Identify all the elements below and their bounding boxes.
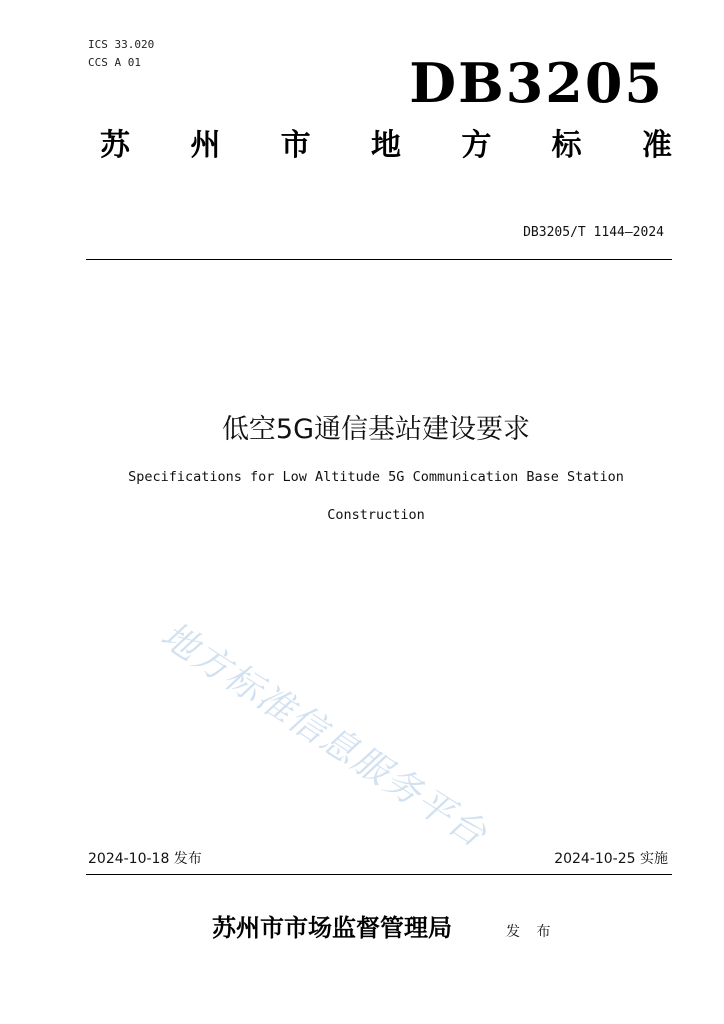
watermark: 地方标准信息服务平台 xyxy=(153,614,495,857)
top-divider xyxy=(86,259,672,260)
issue-date: 2024-10-18 发布 xyxy=(88,851,202,867)
standard-number: DB3205/T 1144—2024 xyxy=(523,225,664,240)
category-char: 地 xyxy=(370,128,401,163)
category-char: 苏 xyxy=(100,128,130,163)
category-char: 州 xyxy=(190,128,221,163)
category-char: 准 xyxy=(641,128,672,163)
ics-code: ICS 33.020 xyxy=(88,38,155,51)
document-title-english-line2: Construction xyxy=(327,507,425,523)
category-char: 方 xyxy=(461,128,492,163)
bottom-divider xyxy=(86,874,672,875)
implementation-date: 2024-10-25 实施 xyxy=(554,851,668,867)
ccs-code: CCS A 01 xyxy=(88,56,141,69)
category-char: 标 xyxy=(551,128,582,163)
document-title-chinese: 低空5G通信基站建设要求 xyxy=(221,414,531,445)
standard-category xyxy=(100,124,672,168)
issuing-authority: 苏州市市场监督管理局 xyxy=(212,913,452,942)
issuing-authority-suffix: 发 布 xyxy=(506,924,557,940)
category-char: 市 xyxy=(280,128,311,163)
standard-code: DB3205 xyxy=(409,51,664,115)
document-title-english-line1: Specifications for Low Altitude 5G Communication Base Station xyxy=(128,469,624,485)
